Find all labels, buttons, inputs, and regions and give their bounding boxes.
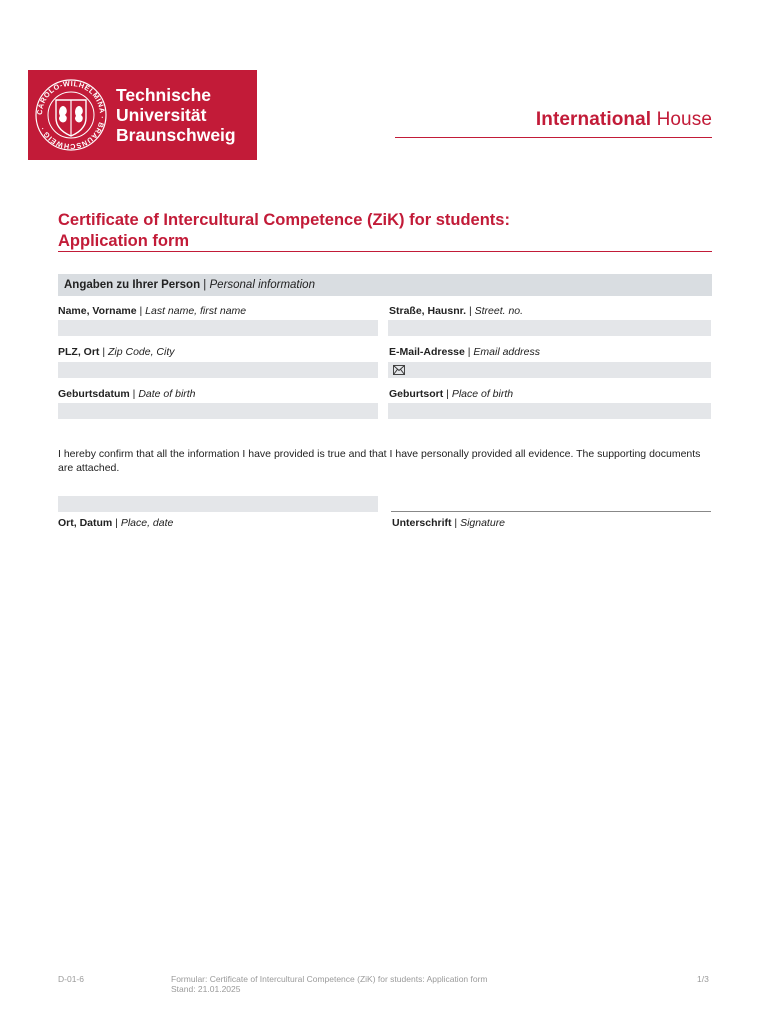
footer-form-title: Formular: Certificate of Intercultural Competence (ZiK) for students: Application form (171, 974, 488, 984)
dob-label-en: Date of birth (138, 388, 196, 400)
envelope-icon (393, 365, 405, 375)
email-label (389, 346, 540, 359)
name-label (58, 305, 246, 318)
street-field[interactable] (388, 320, 711, 336)
pob-label-sep: | (443, 388, 452, 400)
name-label-de: Name, Vorname (58, 305, 137, 317)
section-label-en: Personal information (209, 279, 315, 291)
logo-line-2: Universität (116, 105, 207, 125)
logo-wordmark (116, 85, 236, 145)
form-title-line-2: Application form (58, 232, 190, 250)
email-label-en: Email address (473, 346, 540, 358)
svg-text:CAROLO-WILHELMINA · BRAUNSCHWE: CAROLO-WILHELMINA · BRAUNSCHWEIG · (34, 78, 108, 152)
dob-label-de: Geburtsdatum (58, 388, 130, 400)
place-date-field[interactable] (58, 496, 378, 512)
name-label-sep: | (136, 305, 146, 317)
section-label-de: Angaben zu Ihrer Person (64, 279, 201, 291)
pob-label (389, 388, 513, 401)
footer-form-info (171, 974, 488, 994)
pob-label-de: Geburtsort (389, 388, 444, 400)
pob-label-en: Place of birth (451, 388, 514, 400)
street-label-en: Street. no. (474, 305, 524, 317)
tu-seal-icon (34, 78, 108, 152)
street-label-de: Straße, Hausnr. (389, 305, 467, 317)
email-label-de: E-Mail-Adresse (389, 346, 465, 358)
signature-label-sep: | (451, 517, 461, 529)
zip-label (58, 346, 175, 359)
form-title-line-1: Certificate of Intercultural Competence (ZiK) for students: (58, 211, 510, 229)
place-date-label-en: Place, date (120, 517, 174, 529)
form-title (58, 210, 713, 252)
dob-label (58, 388, 196, 401)
tu-braunschweig-logo (28, 70, 257, 160)
international-house-heading (536, 109, 712, 131)
name-label-en: Last name, first name (145, 305, 247, 317)
confirmation-text: I hereby confirm that all the information I have provided is true and that I have personally provided all evidence. The supporting documents are attached. (58, 448, 701, 474)
email-label-sep: | (464, 346, 474, 358)
signature-label-en: Signature (460, 517, 506, 529)
footer-doc-code: D-01-6 (58, 974, 84, 984)
section-sep: | (200, 279, 210, 291)
footer-stand: Stand: 21.01.2025 (171, 984, 241, 994)
zip-label-de: PLZ, Ort (58, 346, 100, 358)
dob-label-sep: | (129, 388, 139, 400)
logo-line-1: Technische (116, 85, 211, 105)
ih-regular: House (651, 109, 712, 130)
place-date-label (58, 517, 173, 530)
email-field[interactable] (388, 362, 711, 378)
signature-line[interactable] (391, 511, 711, 512)
street-label-sep: | (466, 305, 475, 317)
pob-field[interactable] (388, 403, 711, 419)
signature-label (392, 517, 505, 530)
place-date-label-de: Ort, Datum (58, 517, 113, 529)
footer-page-number: 1/3 (697, 974, 709, 984)
title-divider (58, 251, 712, 252)
zip-field[interactable] (58, 362, 378, 378)
street-label (389, 305, 523, 318)
logo-line-3: Braunschweig (116, 125, 236, 145)
zip-label-sep: | (99, 346, 108, 358)
ih-bold: International (535, 109, 652, 130)
name-field[interactable] (58, 320, 378, 336)
dob-field[interactable] (58, 403, 378, 419)
header-divider (395, 137, 712, 138)
zip-label-en: Zip Code, City (107, 346, 175, 358)
place-date-label-sep: | (112, 517, 121, 529)
section-header-personal-info (58, 274, 712, 296)
signature-label-de: Unterschrift (392, 517, 452, 529)
